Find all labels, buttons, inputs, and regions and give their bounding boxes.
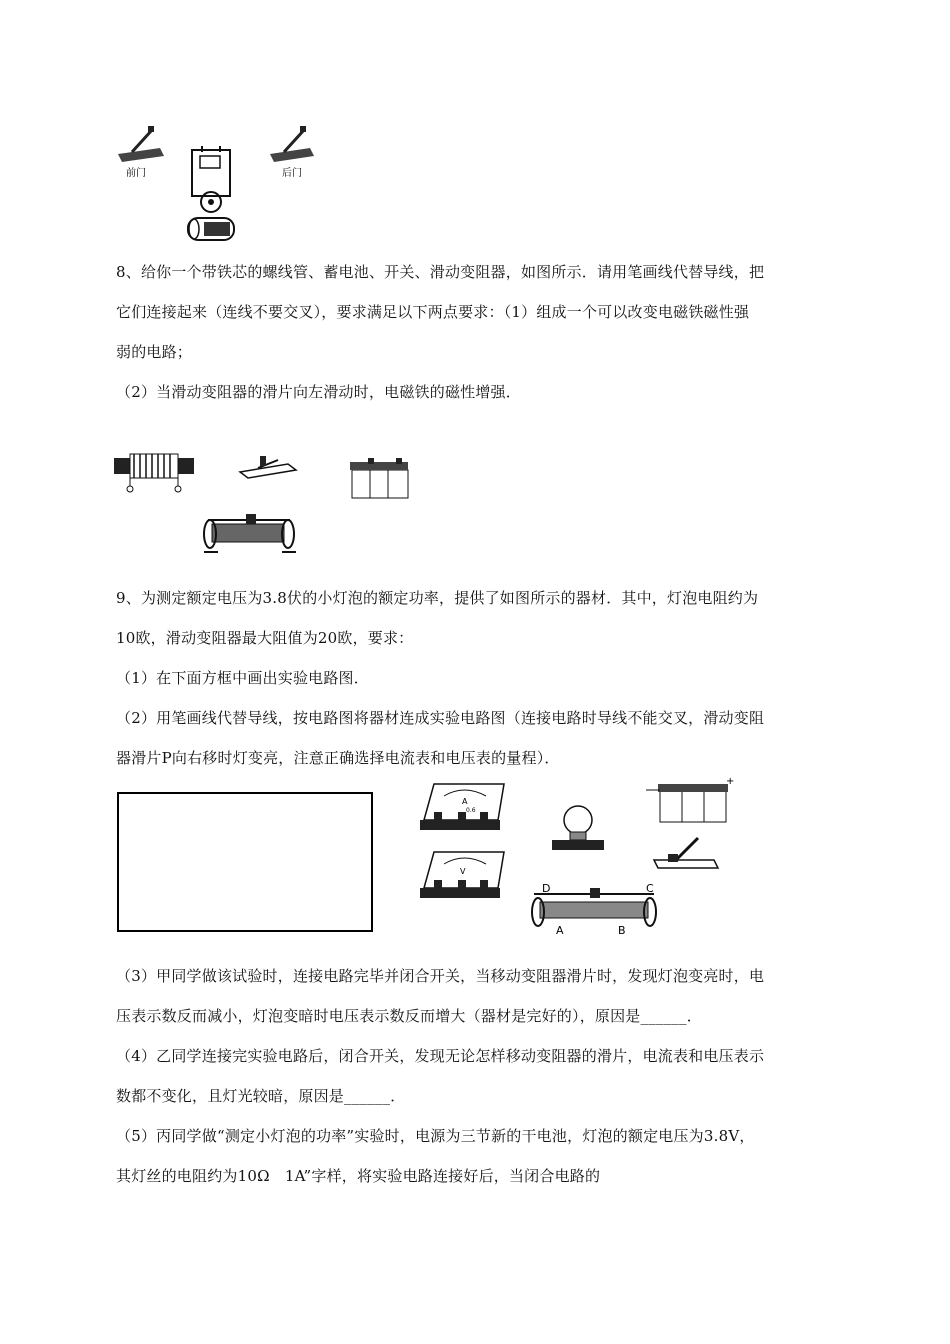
voltmeter-label: V (460, 867, 466, 876)
q8-line-4: （2）当滑动变阻器的滑片向左滑动时，电磁铁的磁性增强． (116, 383, 521, 401)
ammeter-scale-label: 0.6 (466, 807, 476, 814)
q9-line-2: 10欧，滑动变阻器最大阻值为20欧，要求： (116, 629, 414, 647)
power-measurement-equipment-figure (414, 776, 744, 936)
q8-line-1: 8、给你一个带铁芯的螺线管、蓄电池、开关、滑动变阻器，如图所示．请用笔画线代替导线，把 (116, 263, 765, 281)
q9-line-7: 压表示数反而减小，灯泡变暗时电压表示数反而增大（器材是完好的），原因是______． (116, 1007, 702, 1025)
battery-icon (188, 218, 234, 240)
switch-icon (654, 838, 718, 868)
q8-line-2: 它们连接起来（连线不要交叉），要求满足以下两点要求：（1）组成一个可以改变电磁铁磁性强 (116, 303, 750, 321)
q9-line-8: （4）乙同学连接完实验电路后，闭合开关，发现无论怎样移动变阻器的滑片，电流表和电压表示 (116, 1047, 765, 1065)
rheostat-terminal-d: D (542, 882, 551, 895)
light-bulb-icon (552, 806, 604, 850)
back-door-switch-icon (270, 126, 314, 162)
solenoid-icon (114, 454, 194, 492)
q9-line-1: 9、为测定额定电压为3.8伏的小灯泡的额定功率，提供了如图所示的器材．其中，灯泡电阻约为 (116, 589, 759, 607)
knife-switch-icon (240, 456, 296, 478)
q8-line-3: 弱的电路； (116, 343, 193, 361)
q9-line-9: 数都不变化，且灯光较暗，原因是______． (116, 1087, 406, 1105)
ammeter-label: A (462, 797, 468, 806)
circuit-diagram-answer-box[interactable] (117, 792, 373, 932)
rheostat-terminal-b: B (618, 924, 626, 936)
battery-plus-label: + (726, 776, 735, 787)
ammeter-icon (420, 784, 504, 830)
q9-line-5: 器滑片P向右移时灯变亮，注意正确选择电流表和电压表的量程）． (116, 749, 560, 767)
q9-line-10: （5）丙同学做“测定小灯泡的功率”实验时，电源为三节新的干电池，灯泡的额定电压为3.8V， (116, 1127, 755, 1145)
lead-acid-battery-icon (350, 458, 408, 498)
door-bell-figure (112, 122, 322, 247)
rheostat-icon (532, 888, 656, 926)
back-door-label: 后门 (282, 168, 302, 179)
front-door-switch-icon (118, 126, 164, 162)
rheostat-terminal-a: A (556, 924, 564, 936)
rheostat-terminal-c: C (646, 882, 654, 895)
q9-line-6: （3）甲同学做该试验时，连接电路完毕并闭合开关，当移动变阻器滑片时，发现灯泡变亮时，电 (116, 967, 765, 985)
q9-line-11: 其灯丝的电阻约为10Ω 1A”字样，将实验电路连接好后，当闭合电路的 (116, 1167, 601, 1185)
sliding-rheostat-icon (204, 514, 296, 552)
q9-line-3: （1）在下面方框中画出实验电路图． (116, 669, 369, 687)
electric-bell-icon (192, 146, 230, 212)
battery-pack-icon (646, 784, 728, 822)
front-door-label: 前门 (126, 168, 146, 179)
electromagnet-equipment-figure (112, 448, 422, 560)
q9-line-4: （2）用笔画线代替导线，按电路图将器材连成实验电路图（连接电路时导线不能交叉，滑动变阻 (116, 709, 765, 727)
